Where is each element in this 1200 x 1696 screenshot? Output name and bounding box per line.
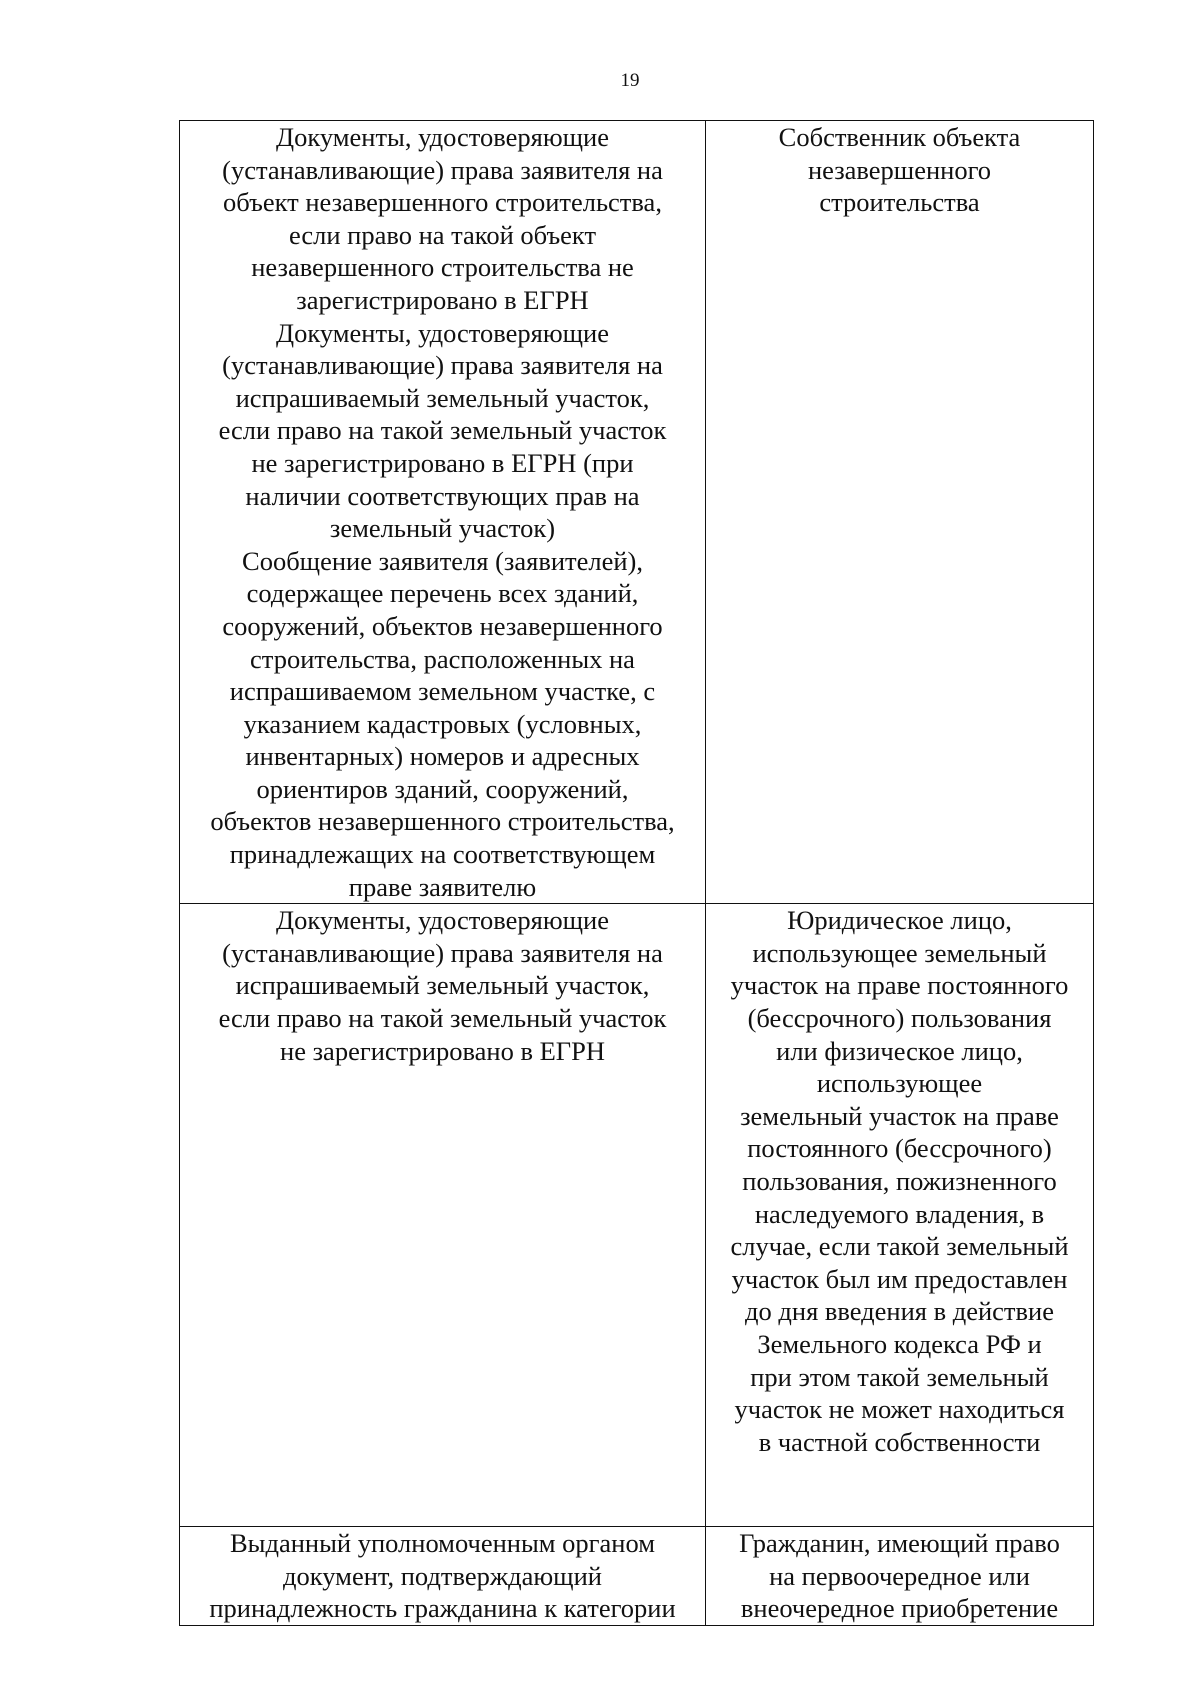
table-row <box>180 1527 1094 1626</box>
documents-cell: Выданный уполномоченным органом документ, подтверждающий принадлежность гражданина к категории <box>180 1527 706 1626</box>
table-row <box>180 121 1094 904</box>
applicant-cell: Собственник объекта незавершенного строительства <box>706 121 1094 904</box>
applicant-cell: Гражданин, имеющий право на первоочередное или внеочередное приобретение <box>706 1527 1094 1626</box>
page-number: 19 <box>620 70 640 91</box>
table-row <box>180 904 1094 1527</box>
applicant-cell: Юридическое лицо, использующее земельный участок на праве постоянного (бессрочного) пользования или физическое лицо, использующее земельный участок на праве постоянного (бессрочного) пользования, пожизненного наследуемого владения, в случае, если такой земельный участок был им предоставлен до дня введения в действие Земельного кодекса РФ и при этом такой земельный участок не может находиться в частной собственности <box>706 904 1094 1527</box>
documents-cell: Документы, удостоверяющие (устанавливающие) права заявителя на объект незавершенного строительства, если право на такой объект незавершенного строительства не зарегистрировано в ЕГРН Документы, удостоверяющие (устанавливающие) права заявителя на испрашиваемый земельный участок, если право на такой земельный участок не зарегистрировано в ЕГРН (при наличии соответствующих прав на земельный участок) Сообщение заявителя (заявителей), содержащее перечень всех зданий, сооружений, объектов незавершенного строительства, расположенных на испрашиваемом земельном участке, с указанием кадастровых (условных, инвентарных) номеров и адресных ориентиров зданий, сооружений, объектов незавершенного строительства, принадлежащих на соответствующем праве заявителю <box>180 121 706 904</box>
documents-table <box>179 120 1094 1626</box>
documents-cell: Документы, удостоверяющие (устанавливающие) права заявителя на испрашиваемый земельный участок, если право на такой земельный участок не зарегистрировано в ЕГРН <box>180 904 706 1527</box>
